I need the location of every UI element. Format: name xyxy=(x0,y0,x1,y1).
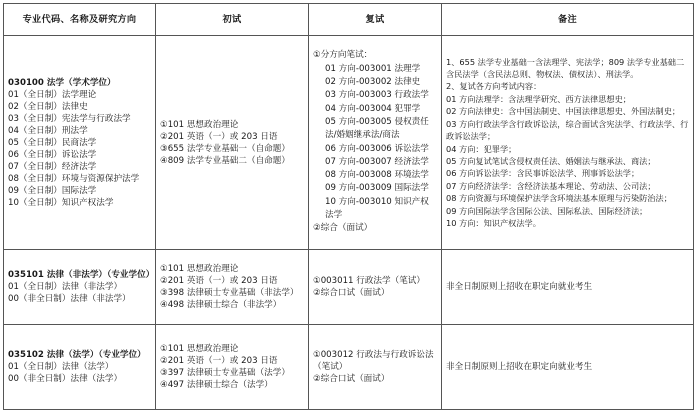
exam-subject: ③655 法学专业基础一（自命题） xyxy=(160,143,290,154)
header-row xyxy=(4,4,694,36)
retest-item: ①分方向笔试： xyxy=(313,50,373,61)
major-title: 035102 法律（法学）（专业学位） xyxy=(8,350,146,360)
exam-subject: ②201 英语（一）或 203 日语 xyxy=(160,131,278,142)
remark-item: 1、655 法学专业基础一含法理学、宪法学；809 法学专业基础二含民法学（含民法总则、物权法、债权法）、刑法学。 xyxy=(446,56,685,80)
remark-item: 08 方向资源与环境保护法学含环境法基本原理与污染防治法； xyxy=(446,193,672,204)
exam-subject: ③398 法律硕士专业基础（非法学） xyxy=(160,288,299,298)
retest-item: 07 方向-003007 经济法学 xyxy=(325,156,429,167)
remark-item: 04 方向：犯罪学； xyxy=(446,143,517,154)
admission-table xyxy=(3,3,694,410)
remark-item: 非全日制原则上招收在职定向就业考生 xyxy=(446,282,593,292)
retest-item: 05 方向-003005 侵权责任法/婚姻继承法/商法 xyxy=(325,116,429,141)
remark-item: 01 方向法理学：含法理学研究、西方法律思想史； xyxy=(446,93,631,104)
header-major: 专业代码、名称及研究方向 xyxy=(4,4,156,36)
major-cell xyxy=(4,325,156,410)
direction-item: 01（全日制）法律（非法学） xyxy=(8,282,123,292)
direction-item: 10（全日制）知识产权法学 xyxy=(8,197,114,208)
retest-cell xyxy=(309,325,442,410)
direction-item: 04（全日制）刑法学 xyxy=(8,125,88,136)
header-retest: 复试 xyxy=(309,4,442,36)
major-title: 030100 法学（学术学位） xyxy=(8,77,116,88)
major-cell xyxy=(4,36,156,250)
header-remark: 备注 xyxy=(442,4,694,36)
direction-item: 08（全日制）环境与资源保护法学 xyxy=(8,173,140,184)
retest-item: 08 方向-003008 环境法学 xyxy=(325,170,429,181)
direction-item: 01（全日制）法学理论 xyxy=(8,89,97,100)
direction-item: 06（全日制）诉讼法学 xyxy=(8,149,97,160)
exam-subject: ③397 法律硕士专业基础（法学） xyxy=(160,368,290,378)
retest-cell xyxy=(309,250,442,325)
direction-item: 05（全日制）民商法学 xyxy=(8,137,97,148)
direction-item: 07（全日制）经济法学 xyxy=(8,161,97,172)
retest-item: 10 方向-003010 知识产权法学 xyxy=(325,196,429,220)
exam-subject: ①101 思想政治理论 xyxy=(160,119,239,130)
exam-subject: ④497 法律硕士综合（法学） xyxy=(160,380,273,390)
retest-item: 02 方向-003002 法律史 xyxy=(325,77,421,88)
retest-item: 04 方向-003004 犯罪学 xyxy=(325,103,421,114)
exam-subject: ②201 英语（一）或 203 日语 xyxy=(160,356,278,366)
direction-item: 03（全日制）宪法学与行政法学 xyxy=(8,113,131,124)
table-row xyxy=(4,250,694,325)
direction-item: 00（非全日制）法律（非法学） xyxy=(8,294,131,304)
retest-item: 06 方向-003006 诉讼法学 xyxy=(325,143,429,154)
retest-item: 03 方向-003003 行政法学 xyxy=(325,90,429,101)
retest-item: 09 方向-003009 国际法学 xyxy=(325,183,429,194)
retest-item: ①003011 行政法学（笔试） xyxy=(313,276,425,286)
exam-subject: ④809 法学专业基础二（自命题） xyxy=(160,155,290,166)
major-cell xyxy=(4,250,156,325)
retest-cell xyxy=(309,36,442,250)
remark-item: 09 方向国际法学含国际公法、国际私法、国际经济法； xyxy=(446,205,648,216)
remark-item: 02 方向法律史：含中国法制史、中国法律思想史、外国法制史； xyxy=(446,106,681,117)
remark-item: 03 方向行政法学含行政诉讼法，综合面试含宪法学、行政法学、行政诉讼法学； xyxy=(446,118,689,142)
remark-item: 2、复试各方向考试内容： xyxy=(446,81,542,92)
exam-subject: ①101 思想政治理论 xyxy=(160,264,239,274)
exam-cell xyxy=(156,250,309,325)
retest-item: ②综合口试（面试） xyxy=(313,288,390,298)
exam-subject: ②201 英语（一）或 203 日语 xyxy=(160,276,278,286)
retest-item: ②综合（面试） xyxy=(313,223,373,234)
direction-item: 09（全日制）国际法学 xyxy=(8,185,97,196)
remark-item: 05 方向复试笔试含侵权责任法、婚姻法与继承法、商法； xyxy=(446,155,656,166)
retest-item: ②综合口试（面试） xyxy=(313,374,390,384)
retest-item: 01 方向-003001 法理学 xyxy=(325,63,421,74)
exam-subject: ①101 思想政治理论 xyxy=(160,344,239,354)
direction-item: 00（非全日制）法律（法学） xyxy=(8,374,123,384)
retest-item: ①003012 行政法与行政诉讼法（笔试） xyxy=(313,350,434,372)
remark-item: 非全日制原则上招收在职定向就业考生 xyxy=(446,362,593,372)
exam-cell xyxy=(156,325,309,410)
remark-cell xyxy=(442,325,694,410)
header-exam: 初试 xyxy=(156,4,309,36)
exam-subject: ④498 法律硕士综合（非法学） xyxy=(160,300,282,310)
remark-cell xyxy=(442,36,694,250)
remark-item: 06 方向诉讼法学：含民事诉讼法学、刑事诉讼法学； xyxy=(446,168,640,179)
remark-item: 07 方向经济法学：含经济法基本理论、劳动法、公司法； xyxy=(446,180,656,191)
table-row xyxy=(4,36,694,250)
table-row xyxy=(4,325,694,410)
direction-item: 01（全日制）法律（法学） xyxy=(8,362,114,372)
remark-cell xyxy=(442,250,694,325)
major-title: 035101 法律（非法学）（专业学位） xyxy=(8,270,155,280)
remark-item: 10 方向：知识产权法学。 xyxy=(446,217,541,228)
direction-item: 02（全日制）法律史 xyxy=(8,101,88,112)
exam-cell xyxy=(156,36,309,250)
